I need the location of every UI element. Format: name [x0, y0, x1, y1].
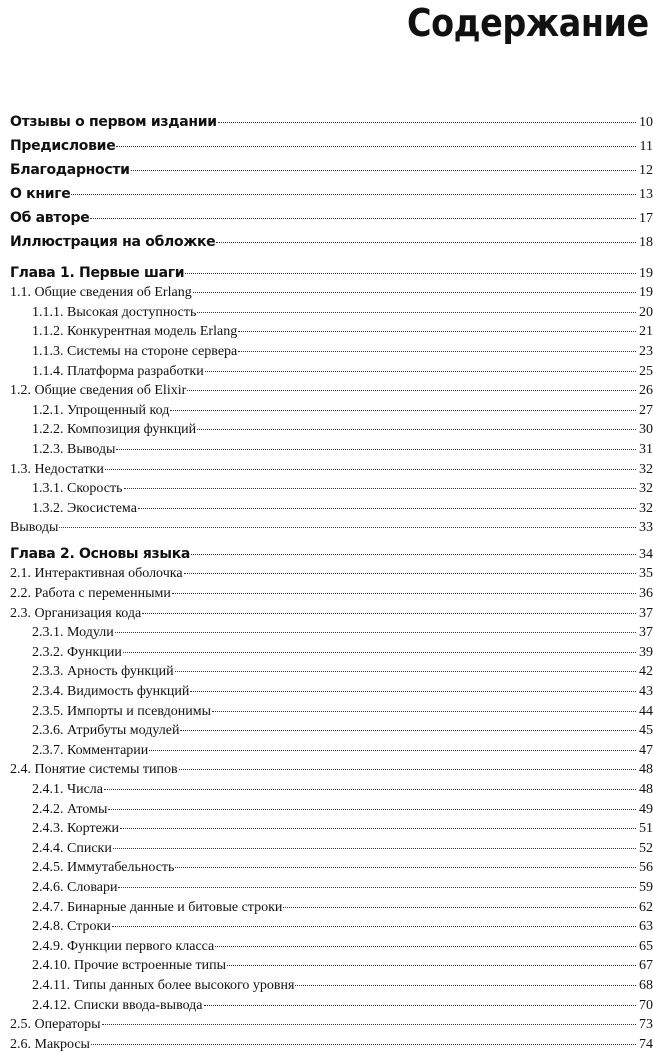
toc-leader-dots — [227, 965, 636, 966]
toc-entry[interactable] — [10, 956, 653, 976]
toc-entry-page-number: 31 — [639, 441, 653, 457]
toc-entry-page-number: 32 — [639, 461, 653, 477]
toc-entry-page-number: 27 — [639, 402, 653, 418]
toc-entry-label: 2.4. Понятие системы типов — [10, 762, 178, 778]
toc-entry-label: 1.3.2. Экосистема — [32, 500, 137, 516]
toc-entry[interactable] — [10, 206, 653, 230]
toc-entry-page-number: 43 — [639, 684, 653, 700]
toc-entry-label: 2.4.3. Кортежи — [32, 821, 119, 837]
toc-entry-label: 1.1.1. Высокая доступность — [32, 304, 197, 320]
toc-entry[interactable] — [10, 401, 653, 421]
toc-entry-label: 2.4.6. Словари — [32, 879, 118, 895]
toc-entry-label: 2.3.2. Функции — [32, 644, 122, 660]
toc-gap — [10, 255, 653, 264]
toc-entry-page-number: 21 — [639, 324, 653, 340]
toc-entry-label: 2.3.5. Импорты и псевдонимы — [32, 703, 212, 719]
toc-entry-page-number: 20 — [639, 304, 653, 320]
toc-entry-label: 1.1.4. Платформа разработки — [32, 363, 204, 379]
toc-leader-dots — [179, 769, 636, 770]
toc-entry-label: Глава 1. Первые шаги — [10, 264, 185, 281]
toc-entry-label: Отзывы о первом издании — [10, 114, 217, 130]
toc-entry[interactable] — [10, 518, 653, 538]
toc-entry-page-number: 12 — [639, 163, 653, 179]
toc-entry[interactable] — [10, 420, 653, 440]
toc-leader-dots — [115, 632, 636, 633]
toc-entry-label: 2.3.1. Модули — [32, 625, 114, 641]
toc-leader-dots — [218, 122, 636, 123]
toc-entry[interactable] — [10, 741, 653, 761]
toc-entry-page-number: 44 — [639, 703, 653, 719]
toc-entry-label: 2.3.4. Видимость функций — [32, 684, 190, 700]
toc-entry-page-number: 19 — [639, 285, 653, 301]
toc-entry-page-number: 42 — [639, 664, 653, 680]
toc-leader-dots — [91, 1044, 636, 1045]
toc-entry-label: 2.3.6. Атрибуты модулей — [32, 723, 180, 739]
toc-entry-page-number: 47 — [639, 742, 653, 758]
toc-entry[interactable] — [10, 182, 653, 206]
toc-entry-page-number: 65 — [639, 938, 653, 954]
toc-entry-page-number: 56 — [639, 860, 653, 876]
toc-entry-label: 2.4.10. Прочие встроенные типы — [32, 958, 227, 974]
toc-entry[interactable] — [10, 158, 653, 182]
toc-entry-page-number: 52 — [639, 840, 653, 856]
toc-entry-label: 2.3. Организация кода — [10, 605, 142, 621]
toc-entry-page-number: 68 — [639, 977, 653, 993]
toc-entry-page-number: 63 — [639, 919, 653, 935]
toc-entry[interactable] — [10, 264, 653, 284]
toc-entry-page-number: 74 — [639, 1036, 653, 1052]
toc-entry[interactable] — [10, 780, 653, 800]
toc-entry-page-number: 23 — [639, 343, 653, 359]
toc-leader-dots — [131, 170, 636, 171]
toc-entry-page-number: 49 — [639, 801, 653, 817]
toc-entry[interactable] — [10, 760, 653, 780]
toc-leader-dots — [90, 218, 636, 219]
toc-entry[interactable] — [10, 800, 653, 820]
toc-entry-label: 2.4.12. Списки ввода-вывода — [32, 997, 203, 1013]
toc-entry-label: 2.3.3. Арность функций — [32, 664, 174, 680]
toc-entry-label: Глава 2. Основы языка — [10, 545, 191, 562]
toc-entry[interactable] — [10, 662, 653, 682]
toc-entry-label: Об авторе — [10, 210, 90, 227]
toc-gap — [10, 538, 653, 545]
toc-leader-dots — [238, 351, 636, 352]
toc-entry-page-number: 51 — [639, 821, 653, 837]
toc-entry-page-number: 13 — [639, 187, 653, 203]
toc-entry-label: 2.1. Интерактивная оболочка — [10, 566, 183, 582]
toc-entry[interactable] — [10, 110, 653, 134]
toc-leader-dots — [216, 242, 636, 243]
toc-entry-page-number: 18 — [639, 235, 653, 251]
toc-leader-dots — [149, 750, 636, 751]
toc-entry[interactable] — [10, 858, 653, 878]
toc-entry[interactable] — [10, 584, 653, 604]
toc-entry-page-number: 11 — [639, 139, 653, 155]
toc-entry[interactable] — [10, 303, 653, 323]
toc-entry-page-number: 62 — [639, 899, 653, 915]
toc-entry-page-number: 45 — [639, 723, 653, 739]
toc-entry-page-number: 73 — [639, 1017, 653, 1033]
toc-entry[interactable] — [10, 1015, 653, 1035]
toc-entry-label: 2.5. Операторы — [10, 1017, 101, 1033]
toc-entry[interactable] — [10, 381, 653, 401]
toc-entry-label: 1.1. Общие сведения об Erlang — [10, 285, 192, 301]
toc-entry-label: 2.4.2. Атомы — [32, 801, 108, 817]
toc-entry-label: 2.4.11. Типы данных более высокого уровня — [32, 977, 295, 993]
toc-entry-label: О книге — [10, 186, 71, 203]
toc-entry-page-number: 32 — [639, 500, 653, 516]
toc-leader-dots — [112, 926, 636, 927]
toc-entry-page-number: 19 — [639, 265, 653, 281]
toc-leader-dots — [295, 985, 636, 986]
toc-leader-dots — [138, 508, 636, 509]
toc-entry-page-number: 59 — [639, 879, 653, 895]
toc-entry-label: 2.4.7. Бинарные данные и битовые строки — [32, 899, 283, 915]
toc-entry-label: 1.2.1. Упрощенный код — [32, 402, 170, 418]
toc-leader-dots — [142, 613, 636, 614]
toc-leader-dots — [108, 809, 636, 810]
toc-entry-label: 1.3. Недостатки — [10, 461, 104, 477]
toc-entry[interactable] — [10, 839, 653, 859]
toc-entry-label: 2.4.1. Числа — [32, 782, 104, 797]
toc-entry[interactable] — [10, 564, 653, 584]
toc-entry[interactable] — [10, 917, 653, 937]
toc-leader-dots — [104, 789, 636, 790]
toc-entry-label: 2.4.8. Строки — [32, 919, 111, 935]
toc-leader-dots — [124, 488, 637, 489]
toc-leader-dots — [102, 1024, 636, 1025]
toc-leader-dots — [59, 527, 636, 528]
toc-entry-page-number: 39 — [639, 644, 653, 660]
toc-entry[interactable] — [10, 230, 653, 254]
toc-entry-label: 1.2.3. Выводы — [32, 441, 116, 457]
toc-leader-dots — [180, 730, 636, 731]
toc-leader-dots — [105, 469, 636, 470]
toc-entry-label: 2.2. Работа с переменными — [10, 586, 171, 602]
toc-entry[interactable] — [10, 643, 653, 663]
toc-leader-dots — [190, 691, 636, 692]
toc-leader-dots — [123, 652, 636, 653]
toc-entry[interactable] — [10, 479, 653, 499]
toc-entry-label: Иллюстрация на обложке — [10, 234, 216, 251]
toc-entry[interactable] — [10, 996, 653, 1016]
toc-entry-label: 1.2. Общие сведения об Elixir — [10, 383, 187, 399]
toc-leader-dots — [118, 887, 636, 888]
toc-entry[interactable] — [10, 976, 653, 996]
toc-entry-label: Выводы — [10, 520, 59, 536]
toc-entry[interactable] — [10, 721, 653, 741]
toc-entry[interactable] — [10, 342, 653, 362]
toc-entry-page-number: 30 — [639, 422, 653, 438]
toc-entry-page-number: 37 — [639, 625, 653, 641]
toc-entry-page-number: 70 — [639, 997, 653, 1013]
toc-entry[interactable] — [10, 604, 653, 624]
toc-entry[interactable] — [10, 322, 653, 342]
toc-leader-dots — [197, 429, 636, 430]
toc-entry[interactable] — [10, 937, 653, 957]
toc-entry[interactable] — [10, 362, 653, 382]
toc-entry-page-number: 37 — [639, 605, 653, 621]
toc-entry-label: 2.3.7. Комментарии — [32, 742, 149, 758]
toc-entry-label: 1.3.1. Скорость — [32, 481, 123, 497]
toc-entry-page-number: 17 — [639, 211, 653, 227]
toc-entry[interactable] — [10, 702, 653, 722]
toc-entry-label: 2.4.5. Иммутабельность — [32, 860, 175, 876]
toc-entry-label: 2.6. Макросы — [10, 1036, 90, 1052]
toc-leader-dots — [71, 194, 636, 195]
toc-leader-dots — [185, 273, 636, 274]
toc-entry-label: 1.1.3. Системы на стороне сервера — [32, 343, 238, 359]
toc-entry-page-number: 34 — [639, 546, 653, 562]
toc-entry-page-number: 48 — [639, 762, 653, 778]
toc-leader-dots — [283, 907, 636, 908]
toc-leader-dots — [172, 593, 636, 594]
toc-entry[interactable] — [10, 460, 653, 480]
toc-entry-page-number: 26 — [639, 383, 653, 399]
toc-entry-label: 1.2.2. Композиция функций — [32, 422, 197, 438]
toc-entry[interactable] — [10, 682, 653, 702]
toc-entry-label: 2.4.9. Функции первого класса — [32, 938, 215, 954]
toc-leader-dots — [204, 1005, 636, 1006]
toc-leader-dots — [187, 390, 636, 391]
toc-leader-dots — [191, 554, 636, 555]
toc-leader-dots — [215, 946, 636, 947]
toc-leader-dots — [212, 711, 636, 712]
toc-entry-label: 1.1.2. Конкурентная модель Erlang — [32, 324, 238, 340]
toc-entry[interactable] — [10, 623, 653, 643]
toc-leader-dots — [205, 371, 636, 372]
toc-leader-dots — [116, 449, 636, 450]
toc-leader-dots — [197, 312, 636, 313]
toc-entry-page-number: 33 — [639, 520, 653, 536]
toc-leader-dots — [120, 828, 636, 829]
toc-entry-page-number: 67 — [639, 958, 653, 974]
toc-entry-label: Благодарности — [10, 162, 130, 179]
toc-leader-dots — [175, 671, 636, 672]
toc-entry[interactable] — [10, 283, 653, 303]
toc-entry-page-number: 35 — [639, 566, 653, 582]
toc-leader-dots — [170, 410, 636, 411]
toc-leader-dots — [175, 867, 636, 868]
toc-entry-page-number: 48 — [639, 782, 653, 797]
toc-entry-page-number: 25 — [639, 363, 653, 379]
toc-leader-dots — [113, 848, 636, 849]
toc-entry[interactable] — [10, 878, 653, 898]
table-of-contents — [10, 110, 653, 1054]
toc-entry-label: Предисловие — [10, 138, 116, 155]
toc-entry[interactable] — [10, 819, 653, 839]
toc-entry-page-number: 36 — [639, 586, 653, 602]
toc-leader-dots — [184, 573, 636, 574]
toc-entry-label: 2.4.4. Списки — [32, 840, 112, 856]
toc-entry[interactable] — [10, 545, 653, 565]
toc-entry[interactable] — [10, 898, 653, 918]
page-title: Содержание — [407, 1, 649, 45]
toc-entry[interactable] — [10, 134, 653, 158]
toc-entry-page-number: 32 — [639, 481, 653, 497]
toc-entry-page-number: 10 — [639, 115, 653, 130]
toc-entry[interactable] — [10, 1035, 653, 1054]
toc-entry[interactable] — [10, 499, 653, 519]
toc-entry[interactable] — [10, 440, 653, 460]
toc-leader-dots — [116, 146, 636, 147]
toc-leader-dots — [238, 331, 636, 332]
toc-leader-dots — [193, 292, 636, 293]
